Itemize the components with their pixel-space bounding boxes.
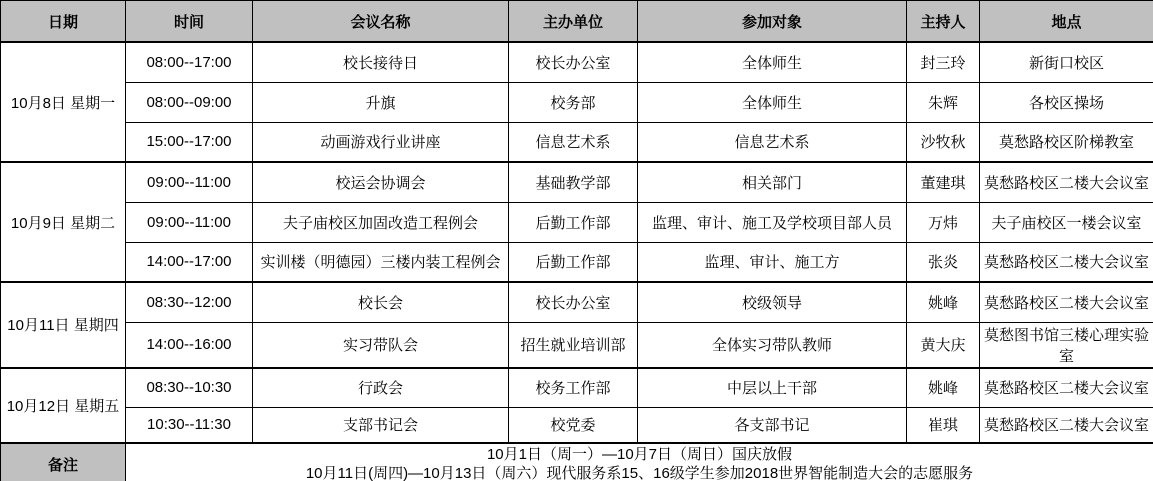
cell-location: 莫愁路校区二楼大会议室: [980, 282, 1153, 322]
cell-time: 09:00--11:00: [126, 162, 253, 202]
cell-participants: 全体师生: [638, 82, 907, 122]
cell-chair: 沙牧秋: [907, 122, 980, 162]
cell-chair: 张炎: [907, 242, 980, 282]
date-cell: 10月8日 星期一: [1, 42, 126, 162]
cell-meeting-name: 行政会: [253, 368, 509, 408]
note-line-2: 10月11日(周四)—10月13日（周六）现代服务系15、16级学生参加2018世界智能制造大会的志愿服务: [305, 465, 974, 481]
cell-time: 08:00--09:00: [126, 82, 253, 122]
cell-organizer: 校长办公室: [509, 282, 638, 322]
cell-chair: 姚峰: [907, 368, 980, 408]
cell-time: 09:00--11:00: [126, 202, 253, 242]
cell-chair: 董建琪: [907, 162, 980, 202]
cell-location: 莫愁路校区二楼大会议室: [980, 368, 1153, 408]
column-header-location: 地点: [980, 1, 1153, 43]
header-row: [1, 1, 1153, 43]
cell-chair: 朱辉: [907, 82, 980, 122]
cell-time: 14:00--16:00: [126, 322, 253, 368]
table-row: [1, 242, 1153, 282]
cell-location: 夫子庙校区一楼会议室: [980, 202, 1153, 242]
cell-meeting-name: 动画游戏行业讲座: [253, 122, 509, 162]
cell-location: 莫愁路校区二楼大会议室: [980, 408, 1153, 443]
table-row: [1, 122, 1153, 162]
cell-meeting-name: 校运会协调会: [253, 162, 509, 202]
cell-participants: 全体师生: [638, 42, 907, 82]
date-cell: 10月11日 星期四: [1, 282, 126, 368]
cell-organizer: 后勤工作部: [509, 202, 638, 242]
cell-participants: 各支部书记: [638, 408, 907, 443]
column-header-meeting-name: 会议名称: [253, 1, 509, 43]
cell-meeting-name: 实习带队会: [253, 322, 509, 368]
column-header-participants: 参加对象: [638, 1, 907, 43]
cell-time: 08:30--10:30: [126, 368, 253, 408]
cell-organizer: 校务部: [509, 82, 638, 122]
column-header-chair: 主持人: [907, 1, 980, 43]
cell-meeting-name: 夫子庙校区加固改造工程例会: [253, 202, 509, 242]
table-row: [1, 282, 1153, 322]
table-row: [1, 408, 1153, 443]
cell-meeting-name: 支部书记会: [253, 408, 509, 443]
cell-participants: 监理、审计、施工及学校项目部人员: [638, 202, 907, 242]
cell-location: 莫愁路校区二楼大会议室: [980, 242, 1153, 282]
cell-meeting-name: 校长接待日: [253, 42, 509, 82]
cell-organizer: 校党委: [509, 408, 638, 443]
cell-participants: 信息艺术系: [638, 122, 907, 162]
cell-location: 新街口校区: [980, 42, 1153, 82]
cell-time: 14:00--17:00: [126, 242, 253, 282]
cell-time: 15:00--17:00: [126, 122, 253, 162]
column-header-organizer: 主办单位: [509, 1, 638, 43]
table-row: [1, 162, 1153, 202]
notes-cell: [126, 443, 1153, 481]
cell-chair: 崔琪: [907, 408, 980, 443]
column-header-time: 时间: [126, 1, 253, 43]
cell-participants: 中层以上干部: [638, 368, 907, 408]
cell-time: 10:30--11:30: [126, 408, 253, 443]
cell-organizer: 校务工作部: [509, 368, 638, 408]
table-row: [1, 202, 1153, 242]
notes-label: 备注: [1, 443, 126, 481]
cell-location: 莫愁路校区二楼大会议室: [980, 162, 1153, 202]
cell-meeting-name: 校长会: [253, 282, 509, 322]
date-cell: 10月9日 星期二: [1, 162, 126, 282]
cell-organizer: 招生就业培训部: [509, 322, 638, 368]
cell-chair: 万炜: [907, 202, 980, 242]
cell-participants: 全体实习带队教师: [638, 322, 907, 368]
table-row: [1, 322, 1153, 368]
cell-organizer: 后勤工作部: [509, 242, 638, 282]
table-row: [1, 368, 1153, 408]
cell-time: 08:30--12:00: [126, 282, 253, 322]
cell-organizer: 校长办公室: [509, 42, 638, 82]
cell-participants: 校级领导: [638, 282, 907, 322]
cell-meeting-name: 升旗: [253, 82, 509, 122]
table-row: [1, 82, 1153, 122]
cell-participants: 相关部门: [638, 162, 907, 202]
cell-chair: 黄大庆: [907, 322, 980, 368]
cell-time: 08:00--17:00: [126, 42, 253, 82]
cell-meeting-name: 实训楼（明德园）三楼内装工程例会: [253, 242, 509, 282]
cell-chair: 封三玲: [907, 42, 980, 82]
cell-organizer: 基础教学部: [509, 162, 638, 202]
table-body: [1, 42, 1153, 481]
cell-location: 各校区操场: [980, 82, 1153, 122]
column-header-date: 日期: [1, 1, 126, 43]
cell-location: 莫愁路校区阶梯教室: [980, 122, 1153, 162]
date-cell: 10月12日 星期五: [1, 368, 126, 443]
cell-organizer: 信息艺术系: [509, 122, 638, 162]
cell-chair: 姚峰: [907, 282, 980, 322]
table-row: [1, 42, 1153, 82]
note-line-1: 10月1日（周一）—10月7日（周日）国庆放假: [486, 446, 793, 463]
cell-location: 莫愁图书馆三楼心理实验室: [980, 322, 1153, 368]
cell-participants: 监理、审计、施工方: [638, 242, 907, 282]
table-header: [1, 1, 1153, 43]
notes-row: [1, 443, 1153, 481]
